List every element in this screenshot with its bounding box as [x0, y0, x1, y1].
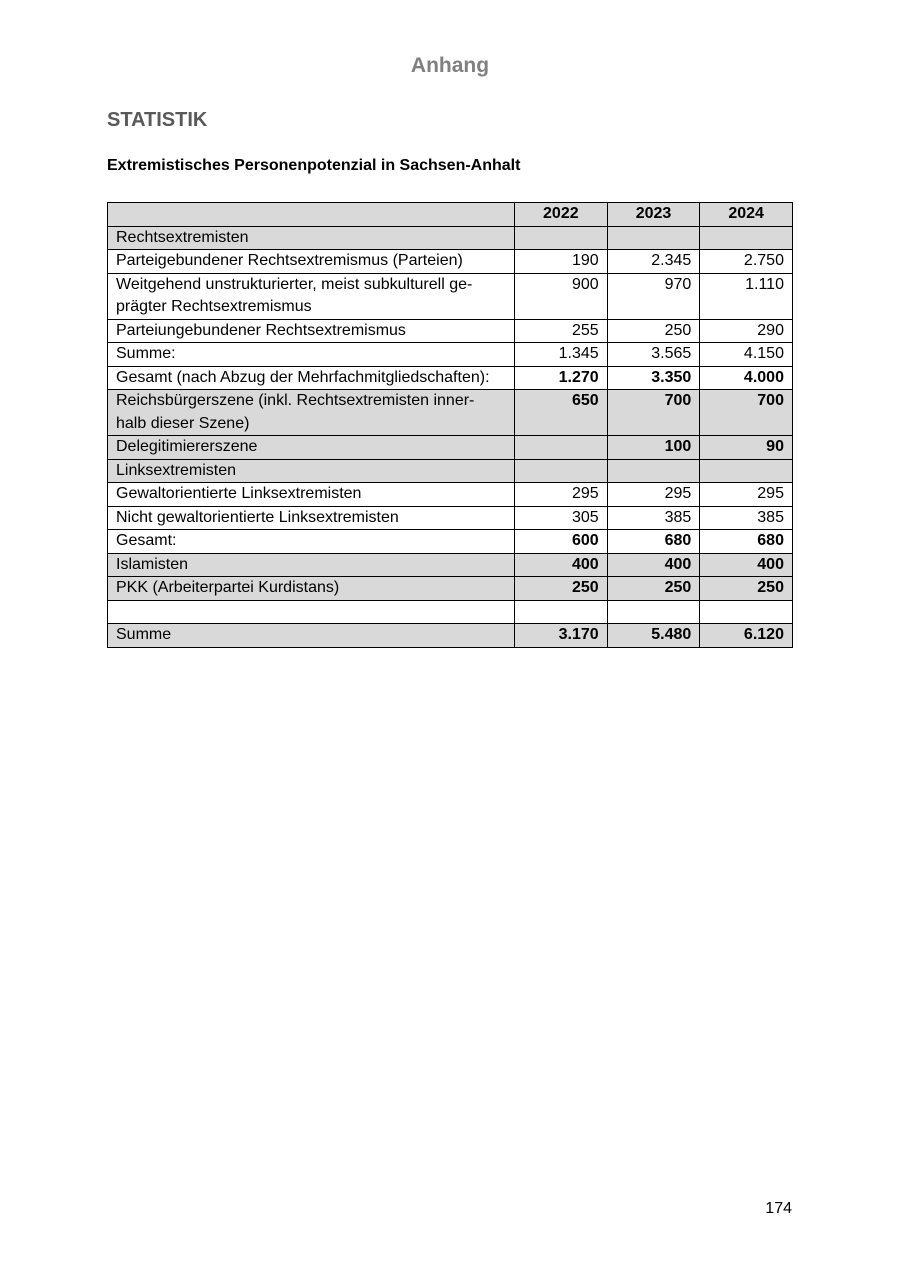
value-cell-2023: 680 [607, 530, 700, 554]
table-row [108, 530, 793, 554]
value-cell-2024: 400 [700, 553, 793, 577]
value-cell-2024: 295 [700, 483, 793, 507]
value-cell-2022: 400 [515, 553, 608, 577]
value-cell-2022: 650 [515, 390, 608, 436]
value-cell-2023: 3.565 [607, 343, 700, 367]
value-cell-2024: 700 [700, 390, 793, 436]
row-label: Linksextremisten [108, 459, 515, 483]
value-cell-2022: 600 [515, 530, 608, 554]
value-cell-2023: 3.350 [607, 366, 700, 390]
row-label: Parteigebundener Rechtsextremismus (Parteien) [108, 250, 515, 274]
value-cell-2022: 295 [515, 483, 608, 507]
page-header: Anhang [410, 54, 490, 77]
value-cell-2024 [700, 226, 793, 250]
value-cell-2022 [515, 459, 608, 483]
row-label: Nicht gewaltorientierte Linksextremisten [108, 506, 515, 530]
table-row [108, 436, 793, 460]
row-label: Summe: [108, 343, 515, 367]
value-cell-2023 [607, 226, 700, 250]
row-label: Summe [108, 624, 515, 648]
value-cell-2024: 6.120 [700, 624, 793, 648]
table-row [108, 577, 793, 601]
value-cell-2024: 2.750 [700, 250, 793, 274]
value-cell-2024: 680 [700, 530, 793, 554]
row-label: Delegitimiererszene [108, 436, 515, 460]
value-cell-2023: 250 [607, 577, 700, 601]
row-label: Gewaltorientierte Linksextremisten [108, 483, 515, 507]
value-cell-2023: 295 [607, 483, 700, 507]
row-label: Rechtsextremisten [108, 226, 515, 250]
value-cell-2023: 385 [607, 506, 700, 530]
value-cell-2024: 290 [700, 319, 793, 343]
year-header: 2022 [515, 203, 608, 227]
value-cell-2022: 1.270 [515, 366, 608, 390]
value-cell-2024: 250 [700, 577, 793, 601]
value-cell-2022 [515, 600, 608, 624]
table-row [108, 600, 793, 624]
value-cell-2024: 4.150 [700, 343, 793, 367]
value-cell-2022: 900 [515, 273, 608, 319]
value-cell-2023: 2.345 [607, 250, 700, 274]
row-label: Gesamt: [108, 530, 515, 554]
value-cell-2024 [700, 600, 793, 624]
value-cell-2024 [700, 459, 793, 483]
value-cell-2023: 700 [607, 390, 700, 436]
value-cell-2024: 4.000 [700, 366, 793, 390]
value-cell-2022: 255 [515, 319, 608, 343]
row-label [108, 600, 515, 624]
table-row [108, 319, 793, 343]
table-row [108, 553, 793, 577]
value-cell-2023 [607, 459, 700, 483]
value-cell-2022 [515, 436, 608, 460]
table-row [108, 624, 793, 648]
table-header-row [108, 203, 793, 227]
table-row [108, 459, 793, 483]
table-row [108, 273, 793, 319]
value-cell-2023: 400 [607, 553, 700, 577]
table-body [108, 226, 793, 647]
table-row [108, 343, 793, 367]
table-row [108, 366, 793, 390]
statistics-table [107, 202, 793, 648]
value-cell-2024: 385 [700, 506, 793, 530]
row-label: Parteiungebundener Rechtsextremismus [108, 319, 515, 343]
row-label: Weitgehend unstrukturierter, meist subkulturell ge- prägter Rechtsextremismus [108, 273, 515, 319]
row-label: Islamisten [108, 553, 515, 577]
value-cell-2023: 250 [607, 319, 700, 343]
row-label: Reichsbürgerszene (inkl. Rechtsextremisten inner- halb dieser Szene) [108, 390, 515, 436]
row-label: PKK (Arbeiterpartei Kurdistans) [108, 577, 515, 601]
value-cell-2022: 250 [515, 577, 608, 601]
table-title: Extremistisches Personenpotenzial in Sachsen-Anhalt [107, 157, 521, 174]
table-row [108, 226, 793, 250]
table-row [108, 250, 793, 274]
table-row [108, 483, 793, 507]
value-cell-2023: 970 [607, 273, 700, 319]
value-cell-2024: 1.110 [700, 273, 793, 319]
year-header: 2023 [607, 203, 700, 227]
value-cell-2022: 305 [515, 506, 608, 530]
value-cell-2022: 1.345 [515, 343, 608, 367]
value-cell-2023: 100 [607, 436, 700, 460]
year-header: 2024 [700, 203, 793, 227]
value-cell-2024: 90 [700, 436, 793, 460]
value-cell-2022 [515, 226, 608, 250]
value-cell-2023 [607, 600, 700, 624]
table-row [108, 390, 793, 436]
table-corner-cell [108, 203, 515, 227]
page-number: 174 [765, 1200, 792, 1217]
section-title: STATISTIK [107, 109, 208, 131]
value-cell-2023: 5.480 [607, 624, 700, 648]
value-cell-2022: 190 [515, 250, 608, 274]
value-cell-2022: 3.170 [515, 624, 608, 648]
row-label: Gesamt (nach Abzug der Mehrfachmitgliedschaften): [108, 366, 515, 390]
table-row [108, 506, 793, 530]
